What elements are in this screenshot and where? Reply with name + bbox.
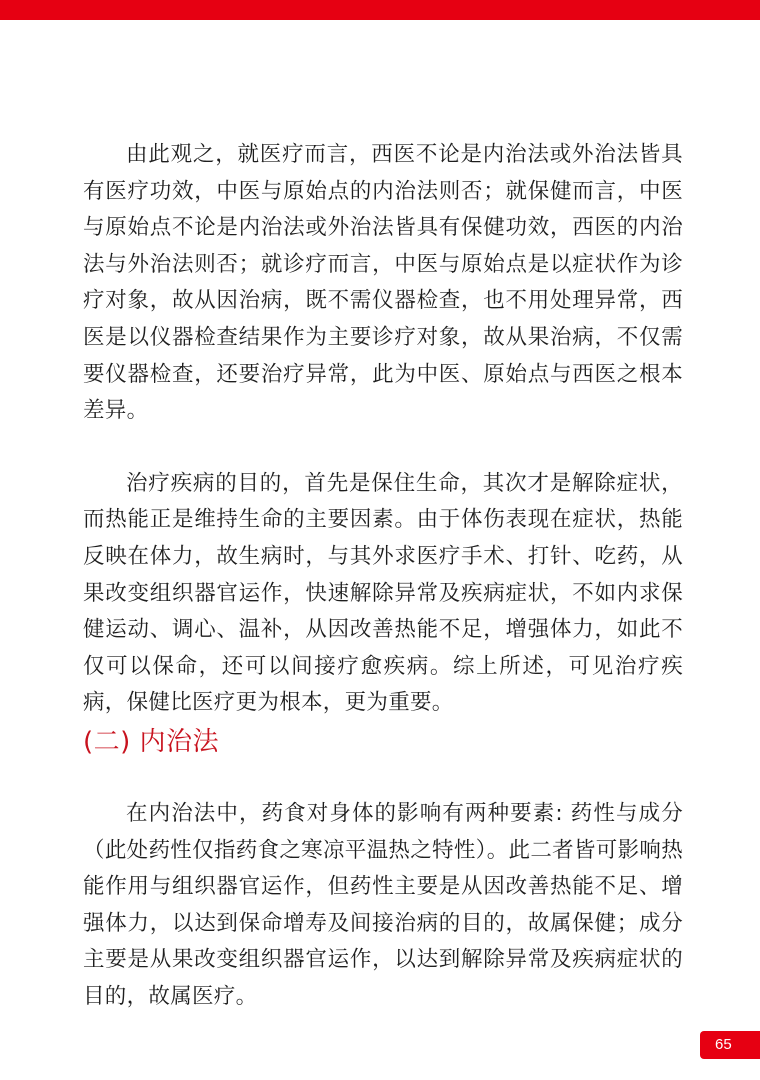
page-number-badge: 65 <box>700 1031 760 1059</box>
paragraph: 在内治法中，药食对身体的影响有两种要素: 药性与成分（此处药性仅指药食之寒凉平温热之特性）。此二者皆可影响热能作用与组织器官运作，但药性主要是从因改善热能不足、增强体力，以达到保命增寿及间接治病的目的，故属保健；成分主要是从果改变组织器官运作，以达到解除异常及疾病症状的目的，故属医疗。 <box>83 801 683 1009</box>
paragraph: 治疗疾病的目的，首先是保住生命，其次才是解除症状，而热能正是维持生命的主要因素。由于体伤表现在症状，热能反映在体力，故生病时，与其外求医疗手术、打针、吃药，从果改变组织器官运作，快速解除异常及疾病症状，不如内求保健运动、调心、温补，从因改善热能不足，增强体力，如此不仅可以保命，还可以间接疗愈疾病。综上所述，可见治疗疾病，保健比医疗更为根本，更为重要。 <box>83 470 683 716</box>
section-heading: (二) 内治法 <box>83 727 220 757</box>
section-2-body <box>83 796 683 1016</box>
paragraph: 由此观之，就医疗而言，西医不论是内治法或外治法皆具有医疗功效，中医与原始点的内治法则否；就保健而言，中医与原始点不论是内治法或外治法皆具有保健功效，西医的内治法与外治法则否；就诊疗而言，中医与原始点是以症状作为诊疗对象，故从因治病，既不需仪器检查，也不用处理异常，西医是以仪器检查结果作为主要诊疗对象，故从果治病，不仅需要仪器检查，还要治疗异常，此为中医、原始点与西医之根本差异。 <box>83 142 683 424</box>
top-accent-bar <box>0 0 760 20</box>
section-1-body <box>83 137 683 722</box>
